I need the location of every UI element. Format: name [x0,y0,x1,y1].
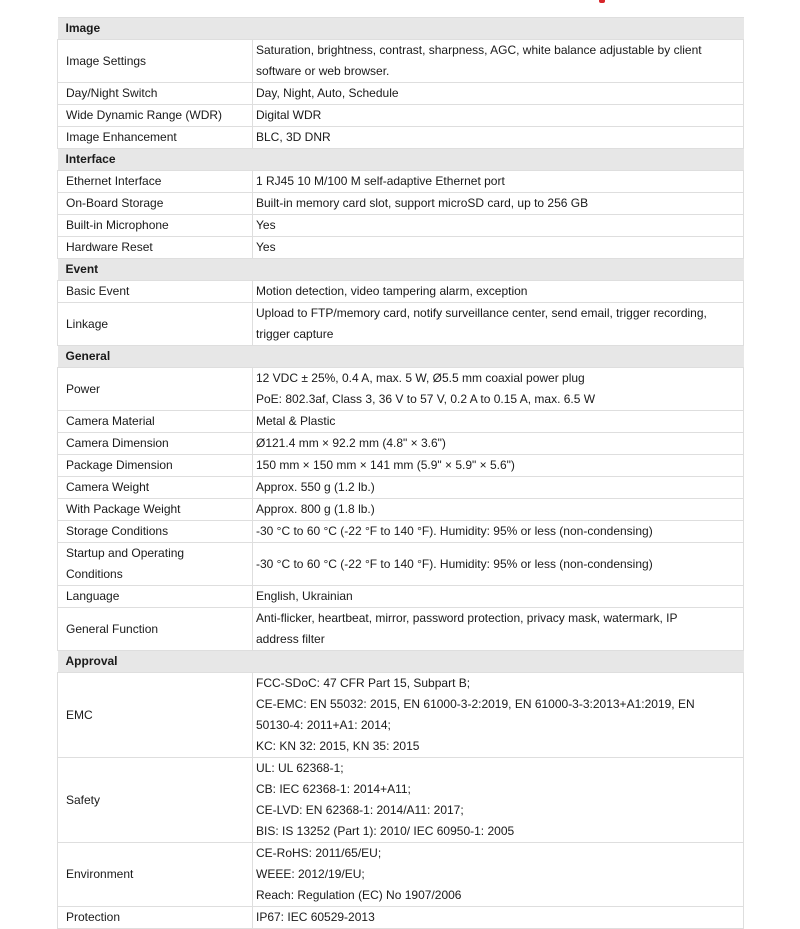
spec-value-line: KC: KN 32: 2015, KN 35: 2015 [256,739,420,753]
spec-row [58,543,744,586]
spec-label [58,281,253,303]
spec-label-line: General Function [66,621,159,636]
spec-row [58,127,744,149]
spec-row [58,171,744,193]
section-title: Event [58,259,744,281]
spec-value-line: BIS: IS 13252 (Part 1): 2010/ IEC 60950-1: 2005 [256,824,515,838]
spec-value [253,477,744,499]
spec-value [253,543,744,586]
spec-value-line: Digital WDR [256,108,322,122]
spec-value [253,83,744,105]
spec-label [58,843,253,907]
spec-label [58,127,253,149]
spec-value [253,673,744,758]
spec-label [58,215,253,237]
spec-value [253,843,744,907]
spec-label-line: On-Board Storage [66,196,164,210]
spec-label [58,455,253,477]
spec-label [58,171,253,193]
spec-label-line: Linkage [66,316,109,331]
spec-value-line: CE-EMC: EN 55032: 2015, EN 61000-3-2:2019, EN 61000-3-3:2013+A1:2019, EN [256,697,695,711]
spec-label [58,477,253,499]
spec-row [58,281,744,303]
section-title: Approval [58,651,744,673]
spec-row [58,237,744,259]
spec-label-line: Image Enhancement [66,130,177,144]
section-title: General [58,346,744,368]
spec-row [58,843,744,907]
spec-label [58,411,253,433]
spec-label [58,433,253,455]
spec-label-line: Camera Dimension [66,436,169,450]
spec-value [253,215,744,237]
section-header-approval [58,651,744,673]
spec-value-line: BLC, 3D DNR [256,130,331,144]
spec-row [58,40,744,83]
spec-label-line: Environment [66,867,134,881]
spec-row [58,499,744,521]
header-accent-mark [599,0,605,3]
spec-row [58,477,744,499]
spec-value-line: software or web browser. [256,64,390,78]
spec-value [253,368,744,411]
section-title: Interface [58,149,744,171]
spec-label [58,608,253,651]
spec-row [58,586,744,608]
spec-row [58,433,744,455]
spec-label-line: Camera Material [66,414,155,428]
spec-label-line: Storage Conditions [66,524,169,538]
spec-label-line: With Package Weight [66,502,181,516]
spec-value [253,455,744,477]
spec-row [58,673,744,758]
spec-value-line: Anti-flicker, heartbeat, mirror, password protection, privacy mask, watermark, IP [256,611,678,625]
spec-value [253,171,744,193]
spec-label-line: Language [66,589,120,603]
spec-value-line: IP67: IEC 60529-2013 [256,910,375,924]
spec-value [253,411,744,433]
section-header-general [58,346,744,368]
spec-label [58,193,253,215]
spec-label-line: Safety [66,792,101,807]
spec-value-line: -30 °C to 60 °C (-22 °F to 140 °F). Humidity: 95% or less (non-condensing) [256,556,653,571]
spec-value-line: 50130-4: 2011+A1: 2014; [256,718,391,732]
section-header-event [58,259,744,281]
spec-label [58,586,253,608]
spec-value-line: address filter [256,632,325,646]
spec-value-line: CB: IEC 62368-1: 2014+A11; [256,782,411,796]
spec-label-line: Ethernet Interface [66,174,162,188]
spec-value-line: Yes [256,240,276,254]
spec-value [253,586,744,608]
spec-label-line: Camera Weight [66,480,150,494]
spec-label [58,907,253,929]
spec-value-line: CE-LVD: EN 62368-1: 2014/A11: 2017; [256,803,464,817]
spec-value [253,237,744,259]
specification-table-body [58,18,744,929]
spec-value-line: English, Ukrainian [256,589,353,603]
spec-value-line: Approx. 800 g (1.8 lb.) [256,502,375,516]
spec-label [58,40,253,83]
spec-value [253,303,744,346]
spec-value-line: Yes [256,218,276,232]
spec-row [58,215,744,237]
section-title: Image [58,18,744,40]
spec-value-line: 150 mm × 150 mm × 141 mm (5.9" × 5.9" × 5.6") [256,458,515,472]
spec-label [58,499,253,521]
spec-value-line: Reach: Regulation (EC) No 1907/2006 [256,888,462,902]
spec-label-line: Power [66,381,101,396]
spec-row [58,368,744,411]
spec-row [58,521,744,543]
spec-label-line: Protection [66,910,121,924]
spec-value [253,433,744,455]
spec-value [253,105,744,127]
spec-label-line: Hardware Reset [66,240,153,254]
spec-label-line: Basic Event [66,284,130,298]
spec-label [58,237,253,259]
spec-value-line: Motion detection, video tampering alarm, exception [256,284,528,298]
spec-row [58,83,744,105]
spec-value-line: Saturation, brightness, contrast, sharpness, AGC, white balance adjustable by client [256,43,702,57]
spec-label-line: Wide Dynamic Range (WDR) [66,108,223,122]
spec-value-line: CE-RoHS: 2011/65/EU; [256,846,382,860]
spec-row [58,608,744,651]
spec-label [58,673,253,758]
spec-value [253,521,744,543]
spec-value-line: UL: UL 62368-1; [256,761,344,775]
spec-value [253,758,744,843]
spec-row [58,455,744,477]
spec-value-line: Approx. 550 g (1.2 lb.) [256,480,375,494]
spec-value [253,193,744,215]
spec-label-line: Startup and Operating [66,546,185,560]
spec-row [58,303,744,346]
spec-row [58,411,744,433]
spec-value-line: PoE: 802.3af, Class 3, 36 V to 57 V, 0.2 A to 0.15 A, max. 6.5 W [256,392,596,406]
spec-row [58,758,744,843]
spec-label-line: Conditions [66,567,123,581]
spec-value-line: Day, Night, Auto, Schedule [256,86,399,100]
spec-row [58,907,744,929]
specification-table [57,17,744,929]
spec-value-line: FCC-SDoC: 47 CFR Part 15, Subpart B; [256,676,471,690]
spec-value [253,127,744,149]
spec-value [253,40,744,83]
spec-value-line: WEEE: 2012/19/EU; [256,867,365,881]
spec-value-line: Metal & Plastic [256,414,336,428]
spec-value-line: 1 RJ45 10 M/100 M self-adaptive Ethernet port [256,174,505,188]
spec-label [58,543,253,586]
spec-label-line: Image Settings [66,53,147,68]
spec-label [58,303,253,346]
spec-value-line: Built-in memory card slot, support microSD card, up to 256 GB [256,196,589,210]
spec-label-line: Built-in Microphone [66,218,169,232]
spec-value-line: 12 VDC ± 25%, 0.4 A, max. 5 W, Ø5.5 mm coaxial power plug [256,371,585,385]
spec-label [58,105,253,127]
spec-label [58,368,253,411]
spec-value-line: Upload to FTP/memory card, notify surveillance center, send email, trigger recording, [256,306,707,320]
spec-value [253,907,744,929]
spec-value-line: trigger capture [256,327,334,341]
section-header-interface [58,149,744,171]
spec-value-line: -30 °C to 60 °C (-22 °F to 140 °F). Humidity: 95% or less (non-condensing) [256,524,653,538]
spec-value-line: Ø121.4 mm × 92.2 mm (4.8" × 3.6") [256,436,446,450]
spec-row [58,105,744,127]
spec-label [58,521,253,543]
spec-value [253,608,744,651]
section-header-image [58,18,744,40]
spec-label [58,83,253,105]
spec-label-line: Day/Night Switch [66,86,158,100]
spec-value [253,499,744,521]
spec-row [58,193,744,215]
spec-label [58,758,253,843]
spec-label-line: EMC [66,707,93,722]
spec-value [253,281,744,303]
spec-label-line: Package Dimension [66,458,173,472]
